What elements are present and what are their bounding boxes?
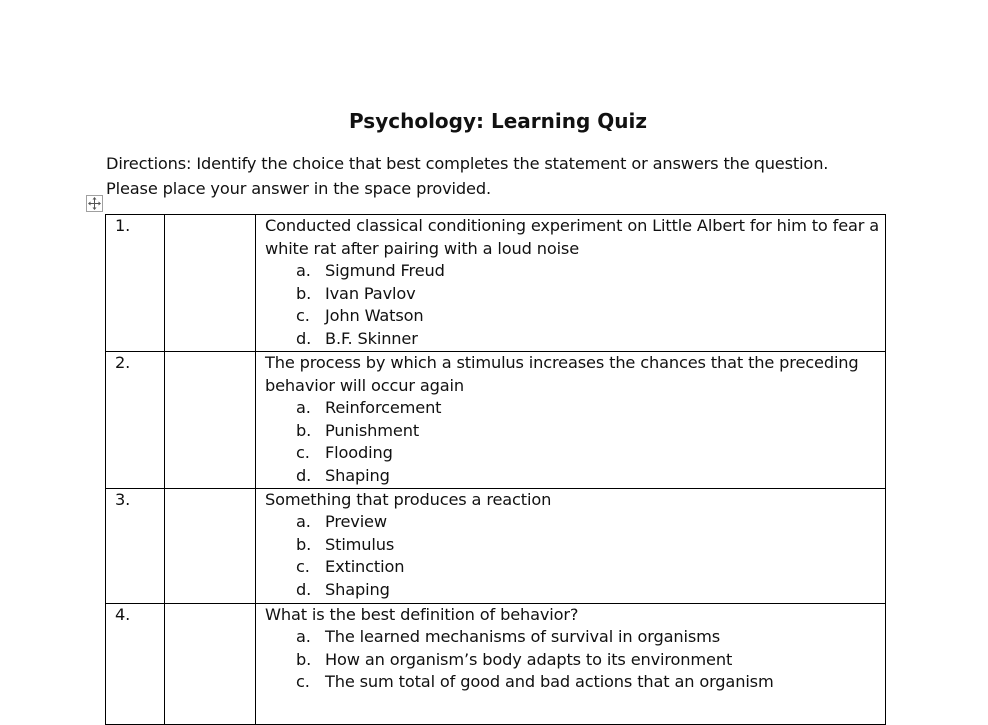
option-text: Shaping bbox=[325, 465, 390, 485]
option-text: How an organism’s body adapts to its environment bbox=[325, 649, 733, 669]
option-letter: b. bbox=[296, 649, 312, 669]
question-number: 4. bbox=[106, 603, 165, 724]
option-letter: c. bbox=[296, 306, 310, 326]
option-letter: a. bbox=[296, 398, 311, 418]
question-row bbox=[106, 215, 886, 352]
answer-space[interactable] bbox=[165, 488, 256, 603]
option-text: Flooding bbox=[325, 443, 393, 463]
option-d bbox=[265, 465, 881, 488]
option-text: Ivan Pavlov bbox=[325, 283, 416, 303]
option-a bbox=[265, 511, 881, 534]
question-number: 2. bbox=[106, 352, 165, 489]
question-number: 1. bbox=[106, 215, 165, 352]
option-text: Shaping bbox=[325, 579, 390, 599]
option-b bbox=[265, 420, 881, 443]
option-letter: a. bbox=[296, 627, 311, 647]
answer-space[interactable] bbox=[165, 215, 256, 352]
page-title: Psychology: Learning Quiz bbox=[348, 109, 647, 133]
table-move-handle[interactable] bbox=[86, 195, 103, 212]
option-d bbox=[265, 579, 881, 602]
move-arrows-icon bbox=[88, 197, 101, 210]
option-text: Sigmund Freud bbox=[325, 261, 445, 281]
directions-text: Directions: Identify the choice that best completes the statement or answers the question. Please place your answer in the space provided. bbox=[106, 154, 829, 198]
option-letter: b. bbox=[296, 283, 312, 303]
answer-space[interactable] bbox=[165, 352, 256, 489]
option-letter: b. bbox=[296, 534, 312, 554]
question-row bbox=[106, 352, 886, 489]
option-letter: c. bbox=[296, 443, 310, 463]
question-cell bbox=[256, 352, 886, 489]
question-row bbox=[106, 603, 886, 724]
question-number: 3. bbox=[106, 488, 165, 603]
question-text: The process by which a stimulus increases the chances that the preceding behavior will occur again bbox=[265, 353, 859, 395]
option-letter: c. bbox=[296, 557, 310, 577]
option-text: The sum total of good and bad actions that an organism bbox=[325, 672, 774, 692]
option-letter: d. bbox=[296, 328, 312, 348]
option-text: Stimulus bbox=[325, 534, 395, 554]
answer-space[interactable] bbox=[165, 603, 256, 724]
option-a bbox=[265, 260, 881, 283]
option-letter: b. bbox=[296, 420, 312, 440]
option-letter: a. bbox=[296, 512, 311, 532]
option-a bbox=[265, 626, 881, 649]
option-b bbox=[265, 283, 881, 306]
option-d bbox=[265, 328, 881, 351]
question-cell bbox=[256, 488, 886, 603]
option-text: Punishment bbox=[325, 420, 420, 440]
quiz-table bbox=[105, 214, 886, 725]
option-text: B.F. Skinner bbox=[325, 328, 418, 348]
option-c bbox=[265, 671, 881, 694]
option-letter: d. bbox=[296, 465, 312, 485]
option-text: The learned mechanisms of survival in organisms bbox=[325, 627, 721, 647]
option-text: Preview bbox=[325, 512, 387, 532]
option-c bbox=[265, 305, 881, 328]
question-text: Conducted classical conditioning experiment on Little Albert for him to fear a white rat after pairing with a loud noise bbox=[265, 216, 880, 258]
option-b bbox=[265, 534, 881, 557]
option-c bbox=[265, 442, 881, 465]
question-cell bbox=[256, 603, 886, 724]
option-letter: a. bbox=[296, 261, 311, 281]
option-letter: d. bbox=[296, 579, 312, 599]
option-c bbox=[265, 556, 881, 579]
question-text: What is the best definition of behavior? bbox=[265, 604, 579, 624]
option-b bbox=[265, 649, 881, 672]
question-cell bbox=[256, 215, 886, 352]
option-letter: c. bbox=[296, 672, 310, 692]
option-text: John Watson bbox=[325, 306, 424, 326]
option-text: Reinforcement bbox=[325, 398, 442, 418]
question-text: Something that produces a reaction bbox=[265, 489, 552, 509]
option-a bbox=[265, 397, 881, 420]
option-text: Extinction bbox=[325, 557, 405, 577]
question-row bbox=[106, 488, 886, 603]
